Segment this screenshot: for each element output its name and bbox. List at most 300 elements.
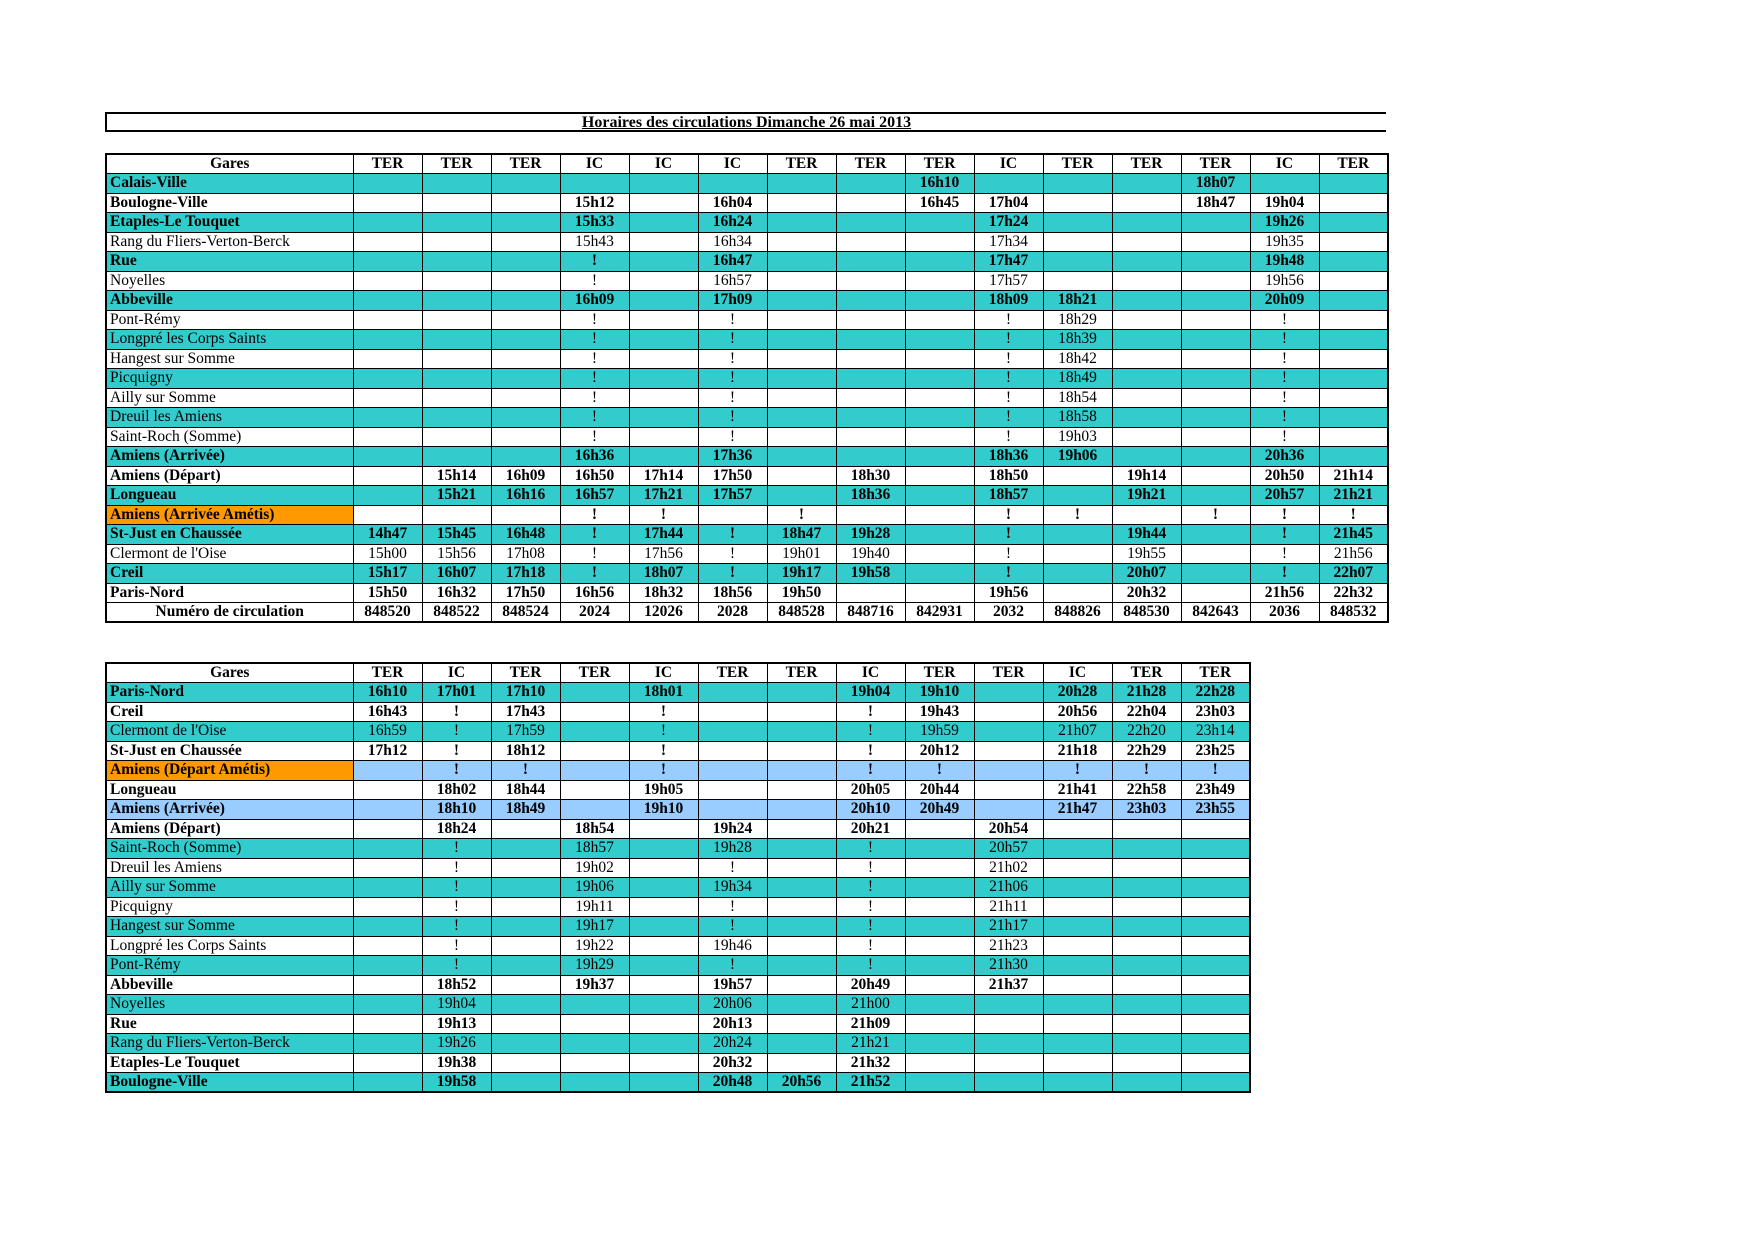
time-cell [422,193,491,213]
train-number: 848528 [767,603,836,623]
header-train-type: TER [698,663,767,683]
time-cell: 21h56 [1250,583,1319,603]
header-train-type: TER [422,154,491,174]
time-cell: 20h05 [836,780,905,800]
time-cell [353,408,422,428]
station-row-rang-du-fliers-verton-berck [106,1034,1250,1054]
time-cell [491,174,560,194]
station-name: Saint-Roch (Somme) [106,427,353,447]
time-cell: 17h21 [629,486,698,506]
time-cell: ! [1250,525,1319,545]
time-cell [353,839,422,859]
time-cell: ! [422,917,491,937]
time-cell [836,583,905,603]
station-row-boulogne-ville [106,1073,1250,1093]
time-cell [767,486,836,506]
station-name: Noyelles [106,995,353,1015]
time-cell [353,858,422,878]
station-row-boulogne-ville [106,193,1388,213]
station-row-longueau [106,780,1250,800]
time-cell: ! [1250,349,1319,369]
time-cell: ! [560,369,629,389]
time-cell: 15h17 [353,564,422,584]
time-cell [353,232,422,252]
time-cell [560,1014,629,1034]
time-cell [905,447,974,467]
time-cell: 19h58 [422,1073,491,1093]
time-cell: 19h28 [698,839,767,859]
station-row-paris-nord [106,683,1250,703]
time-cell [1319,291,1388,311]
time-cell: 18h30 [836,466,905,486]
time-cell [491,271,560,291]
header-train-type: IC [560,154,629,174]
time-cell [905,310,974,330]
time-cell: ! [560,388,629,408]
time-cell [491,995,560,1015]
time-cell: 15h56 [422,544,491,564]
time-cell [1043,819,1112,839]
time-cell: 15h21 [422,486,491,506]
station-row-longueau [106,486,1388,506]
time-cell [1181,583,1250,603]
time-cell [560,995,629,1015]
time-cell [1181,564,1250,584]
time-cell: 15h00 [353,544,422,564]
station-name: Etaples-Le Touquet [106,213,353,233]
station-row-pont-remy [106,310,1388,330]
time-cell: 17h43 [491,702,560,722]
time-cell: ! [560,408,629,428]
time-cell [560,702,629,722]
time-cell: ! [836,761,905,781]
time-cell: ! [836,878,905,898]
time-cell [1319,349,1388,369]
time-cell [422,232,491,252]
time-cell: 16h10 [353,683,422,703]
time-cell [353,1034,422,1054]
station-row-saint-roch-somme [106,839,1250,859]
time-cell: ! [974,349,1043,369]
station-name: Paris-Nord [106,683,353,703]
time-cell [1181,819,1250,839]
train-number: 842643 [1181,603,1250,623]
time-cell: 20h28 [1043,683,1112,703]
time-cell [491,1034,560,1054]
station-name: Picquigny [106,369,353,389]
time-cell [767,427,836,447]
time-cell [1043,1053,1112,1073]
time-cell [1181,936,1250,956]
time-cell: ! [1250,408,1319,428]
time-cell [1181,1034,1250,1054]
time-cell [1181,975,1250,995]
time-cell: ! [698,427,767,447]
time-cell [353,878,422,898]
time-cell: 15h50 [353,583,422,603]
time-cell [767,1034,836,1054]
time-cell: 16h32 [422,583,491,603]
time-cell [1319,310,1388,330]
time-cell [767,310,836,330]
time-cell: 20h49 [836,975,905,995]
time-cell: 19h06 [1043,447,1112,467]
time-cell: ! [560,564,629,584]
header-train-type: TER [1112,663,1181,683]
time-cell: 19h38 [422,1053,491,1073]
time-cell [836,447,905,467]
header-train-type: IC [422,663,491,683]
time-cell [422,174,491,194]
time-cell: 19h10 [629,800,698,820]
time-cell [629,174,698,194]
train-number-row [106,603,1388,623]
station-name: Boulogne-Ville [106,193,353,213]
time-cell [698,780,767,800]
time-cell: 15h43 [560,232,629,252]
time-cell: ! [974,525,1043,545]
time-cell: ! [974,505,1043,525]
time-cell [422,310,491,330]
time-cell: ! [629,505,698,525]
header-train-type: TER [491,154,560,174]
time-cell [1181,897,1250,917]
time-cell [353,800,422,820]
time-cell [1112,427,1181,447]
time-cell [836,174,905,194]
station-row-amiens-arrivee [106,447,1388,467]
time-cell: 18h36 [836,486,905,506]
timetable-northbound [105,662,1251,1093]
time-cell: 22h58 [1112,780,1181,800]
time-cell [767,839,836,859]
time-cell: ! [1181,505,1250,525]
time-cell: ! [422,936,491,956]
time-cell [767,917,836,937]
time-cell [1043,975,1112,995]
time-cell: ! [1250,564,1319,584]
time-cell [422,427,491,447]
time-cell: 21h09 [836,1014,905,1034]
time-cell: 20h10 [836,800,905,820]
time-cell [353,956,422,976]
station-name: Hangest sur Somme [106,917,353,937]
time-cell [1319,232,1388,252]
time-cell: ! [560,544,629,564]
time-cell [1043,878,1112,898]
time-cell [767,291,836,311]
time-cell [767,1053,836,1073]
time-cell: 21h30 [974,956,1043,976]
time-cell [974,1053,1043,1073]
station-row-amiens-depart [106,819,1250,839]
time-cell: 16h07 [422,564,491,584]
time-cell: 17h14 [629,466,698,486]
time-cell [1319,447,1388,467]
time-cell [767,995,836,1015]
time-cell [491,1073,560,1093]
time-cell: 18h49 [1043,369,1112,389]
time-cell [560,1034,629,1054]
time-cell [1181,486,1250,506]
time-cell: 20h57 [974,839,1043,859]
time-cell: ! [698,564,767,584]
station-name: St-Just en Chaussée [106,525,353,545]
header-train-type: IC [629,663,698,683]
time-cell: 17h10 [491,683,560,703]
header-train-type: TER [905,663,974,683]
time-cell [1112,505,1181,525]
time-cell: 17h01 [422,683,491,703]
time-cell: 19h28 [836,525,905,545]
time-cell: 21h41 [1043,780,1112,800]
time-cell [422,252,491,272]
time-cell: ! [560,525,629,545]
time-cell [491,1014,560,1034]
time-cell [1319,408,1388,428]
time-cell: 18h44 [491,780,560,800]
time-cell [1181,213,1250,233]
time-cell: 18h32 [629,583,698,603]
time-cell: 18h36 [974,447,1043,467]
time-cell: ! [422,761,491,781]
station-name: Amiens (Arrivée Amétis) [106,505,353,525]
time-cell: 20h44 [905,780,974,800]
station-row-picquigny [106,369,1388,389]
time-cell [905,271,974,291]
time-cell: 18h09 [974,291,1043,311]
time-cell [491,193,560,213]
time-cell [1319,427,1388,447]
time-cell [353,388,422,408]
time-cell: ! [698,388,767,408]
time-cell: 21h11 [974,897,1043,917]
time-cell: 17h50 [491,583,560,603]
time-cell [1181,310,1250,330]
time-cell [905,839,974,859]
time-cell: 18h47 [767,525,836,545]
time-cell [1043,252,1112,272]
station-name: Longueau [106,486,353,506]
time-cell: 20h13 [698,1014,767,1034]
time-cell: 18h42 [1043,349,1112,369]
time-cell: ! [698,369,767,389]
time-cell: ! [422,839,491,859]
time-cell [767,271,836,291]
station-row-hangest-sur-somme [106,917,1250,937]
time-cell: 16h45 [905,193,974,213]
time-cell [560,174,629,194]
time-cell [353,936,422,956]
time-cell [491,839,560,859]
time-cell: 17h57 [698,486,767,506]
time-cell [1181,447,1250,467]
time-cell: 16h43 [353,702,422,722]
time-cell: 20h06 [698,995,767,1015]
time-cell: ! [629,722,698,742]
time-cell [629,1053,698,1073]
time-cell: 19h06 [560,878,629,898]
station-name: Pont-Rémy [106,310,353,330]
time-cell [1319,193,1388,213]
time-cell: 17h34 [974,232,1043,252]
time-cell [422,505,491,525]
time-cell [836,310,905,330]
train-number: 848532 [1319,603,1388,623]
time-cell: ! [422,722,491,742]
station-name: Rang du Fliers-Verton-Berck [106,1034,353,1054]
time-cell: 21h56 [1319,544,1388,564]
time-cell [974,761,1043,781]
time-cell [767,193,836,213]
time-cell: 21h00 [836,995,905,1015]
time-cell: 20h49 [905,800,974,820]
time-cell [1181,466,1250,486]
time-cell [491,1053,560,1073]
time-cell: 18h01 [629,683,698,703]
time-cell: 19h46 [698,936,767,956]
header-train-type: TER [1112,154,1181,174]
time-cell: ! [629,761,698,781]
train-number: 848530 [1112,603,1181,623]
header-train-type: TER [353,154,422,174]
time-cell [698,683,767,703]
time-cell [1043,917,1112,937]
time-cell: ! [560,349,629,369]
time-cell: ! [422,741,491,761]
time-cell [422,388,491,408]
station-name: Noyelles [106,271,353,291]
time-cell: 19h57 [698,975,767,995]
time-cell: ! [974,427,1043,447]
time-cell [491,505,560,525]
time-cell [1112,252,1181,272]
time-cell: 16h34 [698,232,767,252]
time-cell [1112,1073,1181,1093]
time-cell: 17h04 [974,193,1043,213]
time-cell [974,1014,1043,1034]
time-cell [1319,213,1388,233]
time-cell: 16h10 [905,174,974,194]
time-cell: 15h33 [560,213,629,233]
station-row-noyelles [106,271,1388,291]
time-cell [905,505,974,525]
time-cell [905,388,974,408]
time-cell: 16h57 [560,486,629,506]
time-cell: 21h17 [974,917,1043,937]
time-cell [1181,1073,1250,1093]
time-cell: ! [1250,388,1319,408]
time-cell: 19h05 [629,780,698,800]
time-cell [767,369,836,389]
time-cell [767,819,836,839]
time-cell: 20h48 [698,1073,767,1093]
time-cell [422,369,491,389]
time-cell [767,741,836,761]
station-row-etaples-le-touquet [106,213,1388,233]
time-cell: ! [698,956,767,976]
time-cell: 21h45 [1319,525,1388,545]
time-cell [491,427,560,447]
time-cell: 20h57 [1250,486,1319,506]
time-cell: ! [560,271,629,291]
time-cell [1181,995,1250,1015]
time-cell: 17h24 [974,213,1043,233]
station-name: Longpré les Corps Saints [106,330,353,350]
time-cell [698,800,767,820]
time-cell [1043,956,1112,976]
time-cell [629,252,698,272]
time-cell [1043,1034,1112,1054]
time-cell: 23h25 [1181,741,1250,761]
time-cell [1181,408,1250,428]
time-cell [1319,369,1388,389]
time-cell: ! [491,761,560,781]
time-cell: ! [1043,761,1112,781]
time-cell: 20h24 [698,1034,767,1054]
station-row-amiens-depart-ametis [106,761,1250,781]
time-cell [491,936,560,956]
time-cell [836,349,905,369]
time-cell: ! [422,897,491,917]
time-cell: ! [560,505,629,525]
time-cell [422,291,491,311]
time-cell [491,291,560,311]
time-cell [905,1034,974,1054]
header-train-type: IC [1043,663,1112,683]
time-cell: 21h47 [1043,800,1112,820]
time-cell [1319,252,1388,272]
station-row-ailly-sur-somme [106,388,1388,408]
time-cell [353,271,422,291]
header-row [106,154,1388,174]
time-cell [1181,427,1250,447]
time-cell: 18h21 [1043,291,1112,311]
time-cell [353,780,422,800]
time-cell [629,878,698,898]
time-cell [1112,174,1181,194]
time-cell [491,330,560,350]
time-cell: ! [905,761,974,781]
time-cell [1043,1014,1112,1034]
time-cell [974,800,1043,820]
time-cell [905,956,974,976]
station-row-pont-remy [106,956,1250,976]
station-row-abbeville [106,291,1388,311]
time-cell [905,564,974,584]
time-cell: 17h36 [698,447,767,467]
time-cell: 21h21 [1319,486,1388,506]
time-cell [905,995,974,1015]
time-cell: 19h17 [767,564,836,584]
time-cell [905,466,974,486]
time-cell [629,839,698,859]
time-cell: ! [1250,310,1319,330]
station-row-longpre-les-corps-saints [106,330,1388,350]
time-cell: 21h21 [836,1034,905,1054]
time-cell [629,1073,698,1093]
time-cell: 20h56 [767,1073,836,1093]
time-cell [767,956,836,976]
time-cell [905,349,974,369]
time-cell: 14h47 [353,525,422,545]
time-cell: 19h26 [422,1034,491,1054]
time-cell [905,486,974,506]
time-cell [767,722,836,742]
time-cell [767,213,836,233]
time-cell [1181,349,1250,369]
time-cell [767,936,836,956]
